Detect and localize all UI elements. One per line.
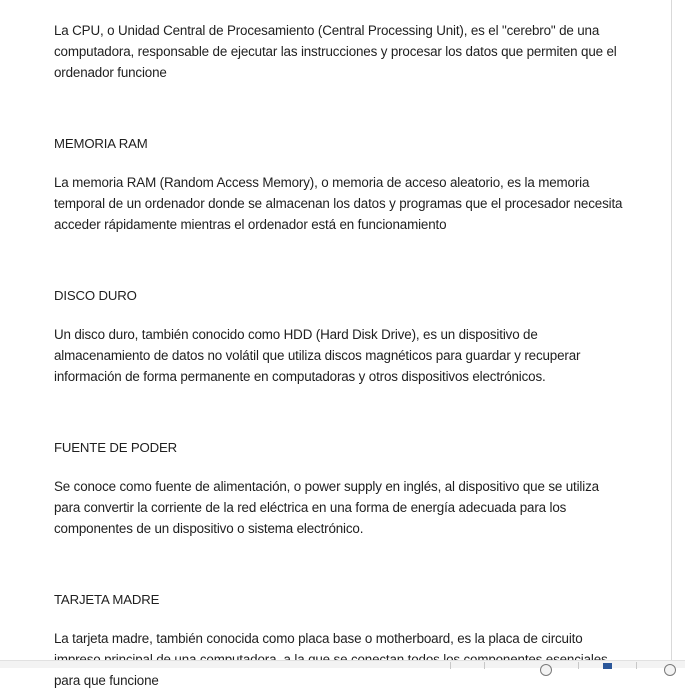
status-separator (636, 662, 637, 669)
vertical-scrollbar[interactable] (672, 0, 685, 660)
heading-memoria-ram: MEMORIA RAM (54, 136, 148, 151)
paragraph-tarjeta-madre: La tarjeta madre, también conocida como placa base o motherboard, es la placa de circuito para que funcione (54, 631, 583, 688)
heading-disco-duro: DISCO DURO (54, 288, 137, 303)
status-separator (450, 662, 451, 669)
status-bar (0, 660, 685, 668)
status-separator (578, 662, 579, 669)
paragraph-fuente-de-poder: Se conoce como fuente de alimentación, o power supply en inglés, al dispositivo que se utiliza para convertir la corriente de la red eléctrica en una forma de energía adecuada para los componentes de un dispositivo o sistema electrónico. (54, 479, 599, 536)
document-body[interactable] (54, 20, 624, 691)
heading-fuente-de-poder: FUENTE DE PODER (54, 440, 178, 455)
focus-icon[interactable] (540, 664, 552, 676)
zoom-in-icon[interactable] (664, 664, 676, 676)
view-mode-icon[interactable] (603, 663, 612, 669)
status-separator (484, 662, 485, 669)
paragraph-memoria-ram: La memoria RAM (Random Access Memory), o memoria de acceso aleatorio, es la memoria temporal de un ordenador donde se almacenan los datos y programas que el procesador necesita acceder rápidamente mientras el ordenador está en funcionamiento (54, 175, 623, 232)
paragraph-disco-duro: Un disco duro, también conocido como HDD (Hard Disk Drive), es un dispositivo de almacenamiento de datos no volátil que utiliza discos magnéticos para guardar y recuperar información de forma permanente en computadoras y otros dispositivos electrónicos. (54, 327, 581, 384)
heading-tarjeta-madre: TARJETA MADRE (54, 592, 160, 607)
paragraph-cpu: La CPU, o Unidad Central de Procesamiento (Central Processing Unit), es el "cerebro" de una computadora, responsable de ejecutar las instrucciones y procesar los datos que permiten que el ordenador funcione (54, 23, 617, 80)
